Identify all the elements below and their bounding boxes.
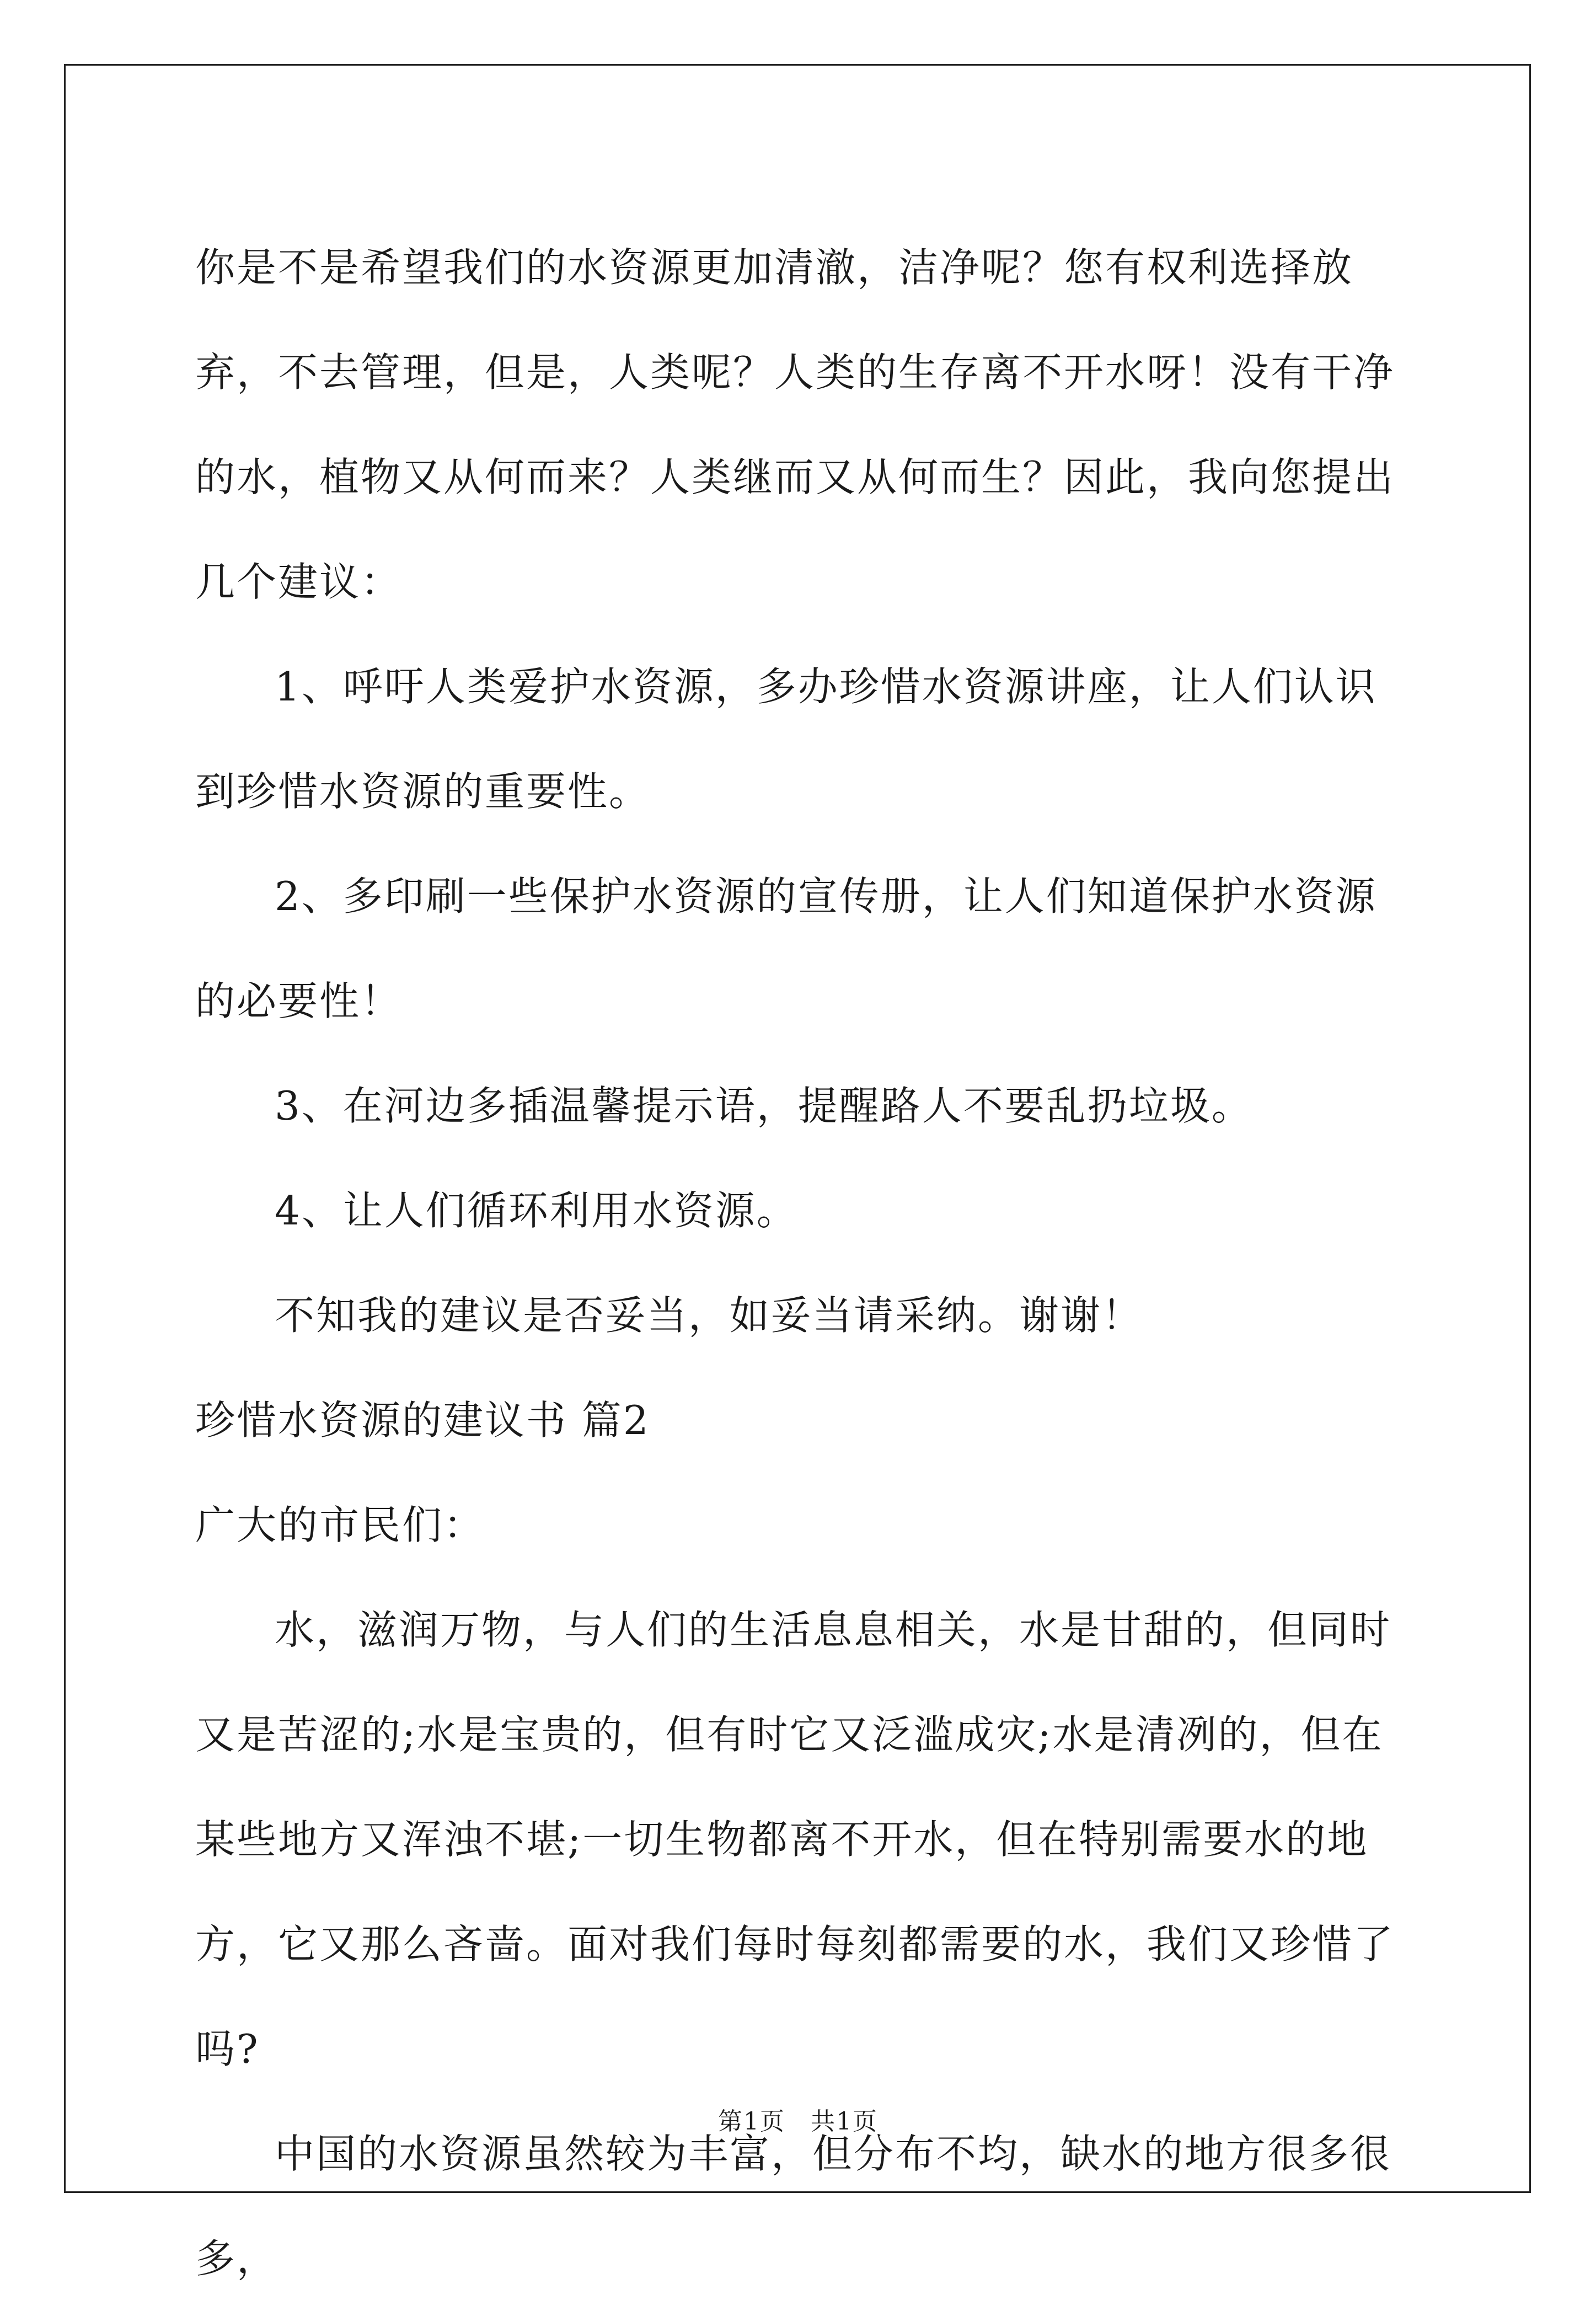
paragraph: 2、多印刷一些保护水资源的宣传册，让人们知道保护水资源的必要性！: [195, 873, 1377, 1024]
paragraph: 3、在河边多插温馨提示语，提醒路人不要乱扔垃圾。: [275, 1083, 1253, 1129]
section-heading: 珍惜水资源的建议书 篇2: [195, 1397, 650, 1443]
page-footer: 第1页 共1页: [718, 2107, 878, 2136]
salutation: 广大的市民们：: [195, 1502, 485, 1548]
paragraph: 水，滋润万物，与人们的生活息息相关，水是甘甜的，但同时又是苦涩的;水是宝贵的，但有时它又泛滥成灾;水是清冽的，但在某些地方又浑浊不堪;一切生物都离不开水，但在特别需要水的地方，它又那么吝啬。面对我们每时每刻都需要的水，我们又珍惜了吗?: [195, 1607, 1395, 2072]
paragraph: 你是不是希望我们的水资源更加清澈，洁净呢？您有权利选择放弃，不去管理，但是，人类呢？人类的生存离不开水呀！没有干净的水，植物又从何而来？人类继而又从何而生？因此，我向您提出几个建议：: [195, 244, 1395, 605]
paragraph: 不知我的建议是否妥当，如妥当请采纳。谢谢！: [275, 1292, 1144, 1339]
paragraph: 1、呼吁人类爱护水资源，多办珍惜水资源讲座，让人们认识到珍惜水资源的重要性。: [195, 664, 1377, 815]
paragraph: 中国的水资源虽然较为丰富，但分布不均，缺水的地方很多很多，: [195, 2131, 1392, 2282]
paragraph: 4、让人们循环利用水资源。: [275, 1187, 798, 1234]
document-body: [195, 215, 1414, 2311]
